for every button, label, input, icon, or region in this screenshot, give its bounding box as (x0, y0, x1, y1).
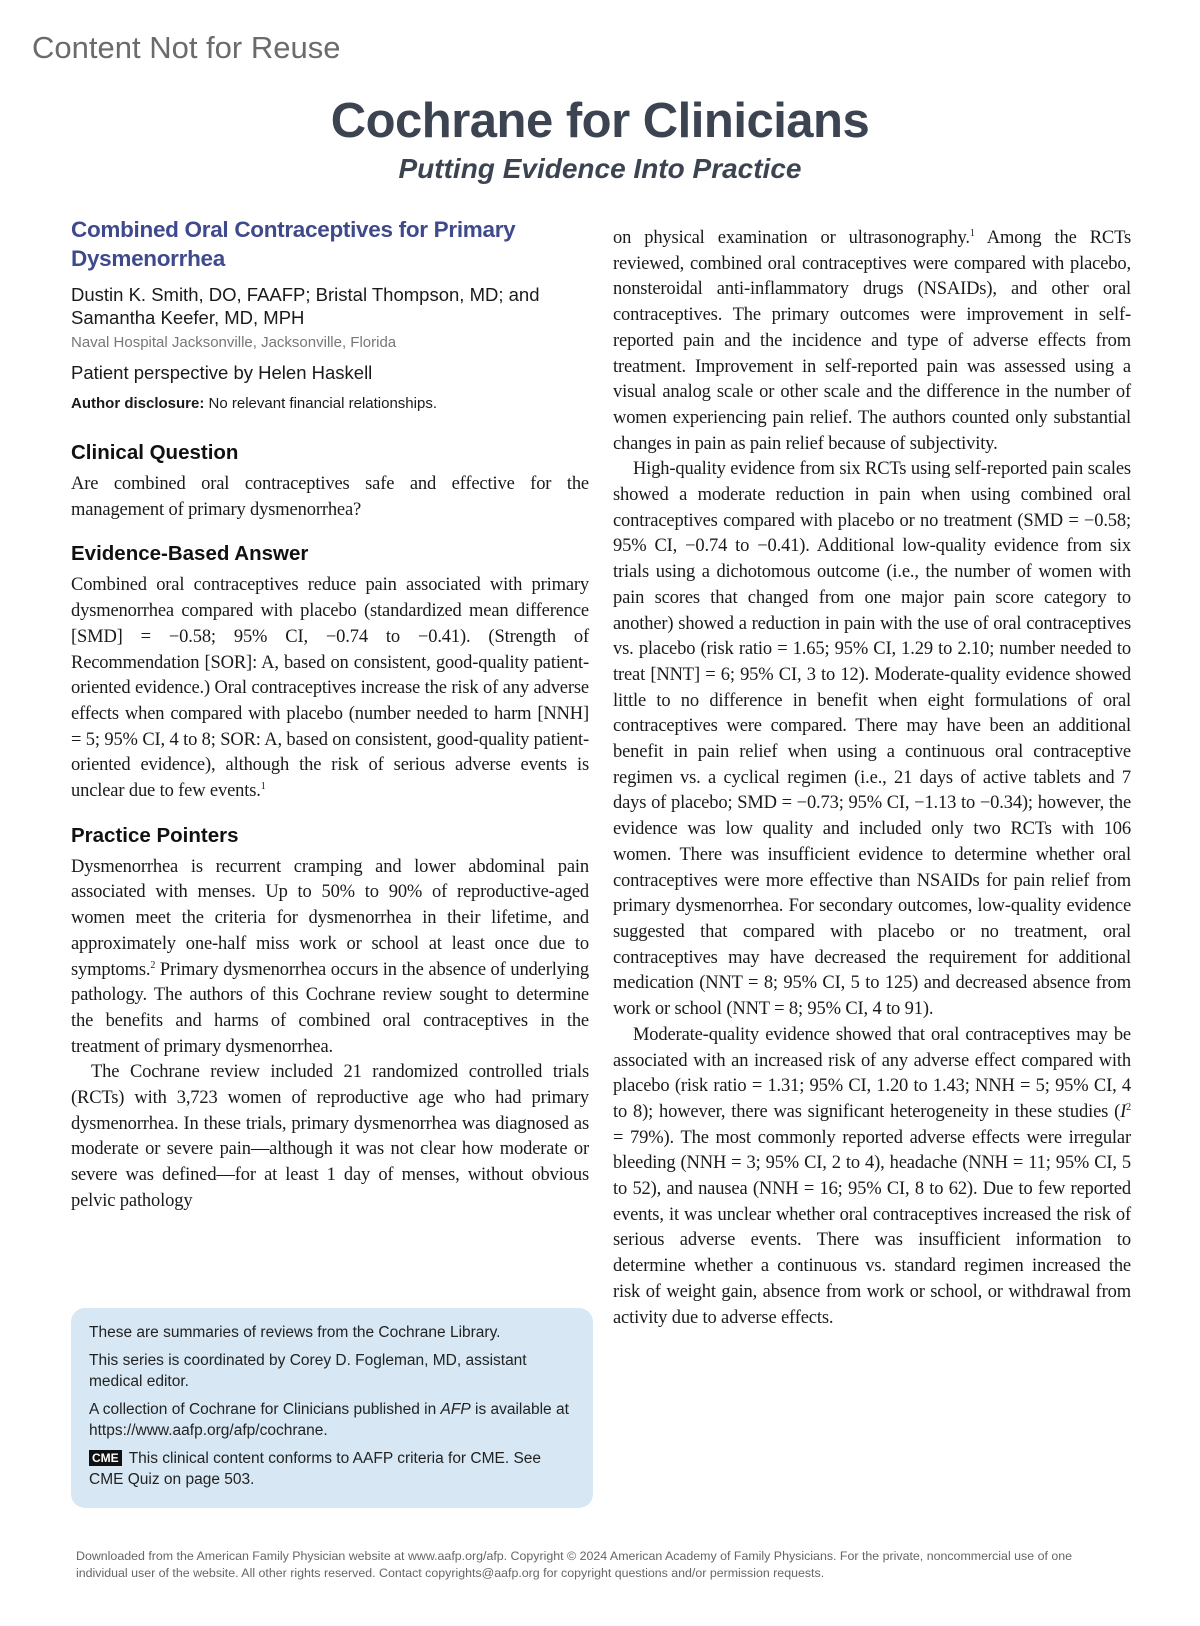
superscript: 2 (1126, 1101, 1131, 1113)
evidence-answer-section (71, 541, 589, 804)
statistic-symbol: I (1120, 1101, 1127, 1122)
callout-line: This series is coordinated by Corey D. Fogleman, MD, assistant medical editor. (89, 1351, 527, 1390)
clinical-question-text: Are combined oral contraceptives safe and effective for the management of primary dysmenorrhea? (71, 474, 589, 520)
paragraph-text: Dysmenorrhea is recurrent cramping and lower abdominal pain associated with menses. Up to 50% to 90% of reproductive-aged women meet the criteria for dysmenorrhea in their lifetime, and approximately one-half miss work or school at least once due to symptoms. (71, 856, 589, 980)
callout-line (89, 1399, 575, 1442)
left-column (71, 215, 589, 1215)
masthead (0, 92, 1200, 188)
author-disclosure (71, 394, 589, 414)
paragraph-text: = 79%). The most commonly reported adverse effects were irregular bleeding (NNH = 3; 95% CI, 2 to 4), headache (NNH = 11; 95% CI, 5 to 52), and nausea (NNH = 16; 95% CI, 8 to 62). Due to few reported events, it was unclear whether oral contraceptives increased the risk of serious adverse events. There was insufficient information to determine whether a continuous vs. standard regimen increased the risk of weight gain, absence from work or school, or withdrawal from activity due to adverse effects. (613, 1127, 1131, 1328)
callout-line: These are summaries of reviews from the Cochrane Library. (89, 1324, 501, 1341)
practice-pointers-paragraph-2: The Cochrane review included 21 randomized controlled trials (RCTs) with 3,723 women of reproductive age who had primary dysmenorrhea. In these trials, primary dysmenorrhea was diagnosed as moderate or severe pain—although it was not clear how moderate or severe was defined—for at least 1 day of menses, without obvious pelvic pathology (71, 1062, 589, 1211)
article-authors: Dustin K. Smith, DO, FAAFP; Bristal Thompson, MD; and Samantha Keefer, MD, MPH (71, 284, 540, 328)
series-info-box (71, 1308, 593, 1508)
paragraph-text: Moderate-quality evidence showed that oral contraceptives may be associated with an increased risk of any adverse effect compared with placebo (risk ratio = 1.31; 95% CI, 1.20 to 1.43; NNH = 5; 95% CI, 4 to 8); however, there was significant heterogeneity in these studies ( (613, 1024, 1131, 1122)
callout-text: is available at https://www.aafp.org/afp/cochrane. (89, 1400, 569, 1439)
clinical-question-heading: Clinical Question (71, 441, 239, 464)
disclosure-label: Author disclosure: (71, 395, 205, 412)
right-paragraph-1 (613, 226, 1131, 457)
right-column (613, 226, 1131, 1331)
article-title: Combined Oral Contraceptives for Primary Dysmenorrhea (71, 217, 516, 271)
masthead-subtitle: Putting Evidence Into Practice (398, 153, 802, 184)
disclosure-text: No relevant financial relationships. (204, 395, 437, 412)
patient-perspective: Patient perspective by Helen Haskell (71, 362, 373, 383)
practice-pointers-heading: Practice Pointers (71, 823, 239, 847)
paragraph-text: Among the RCTs reviewed, combined oral contraceptives were compared with placebo, nonsteroidal anti-inflammatory drugs (NSAIDs), and other oral contraceptives. The primary outcomes were improvement in self-reported pain and the incidence and type of adverse effects from treatment. Improvement in self-reported pain was assessed using a visual analog scale or other scale and the difference in the number of women experiencing pain relief. The authors counted only substantial changes in pain as pain relief because of subjectivity. (613, 228, 1132, 454)
callout-text: A collection of Cochrane for Clinicians published in (89, 1400, 441, 1418)
watermark-text: Content Not for Reuse (32, 30, 341, 65)
evidence-answer-text (71, 573, 589, 804)
reference-superscript: 1 (260, 780, 266, 792)
practice-pointers-section (71, 823, 589, 1215)
journal-abbrev: AFP (440, 1400, 471, 1418)
callout-text: This clinical content conforms to AAFP criteria for CME. See CME Quiz on page 503. (89, 1449, 542, 1488)
evidence-answer-heading: Evidence-Based Answer (71, 542, 309, 566)
clinical-question-section (71, 440, 589, 523)
article-affiliation: Naval Hospital Jacksonville, Jacksonville, Florida (71, 334, 397, 351)
copyright-footer: Downloaded from the American Family Physician website at www.aafp.org/afp. Copyright © 2024 American Academy of Family Physicians. For the private, noncommercial use of one individual user of the website. All other rights reserved. Contact copyrights@aafp.org for copyright questions and/or permission requests. (76, 1549, 1073, 1580)
masthead-title: Cochrane for Clinicians (330, 94, 870, 148)
cme-badge-icon: CME (89, 1450, 122, 1466)
reference-superscript: 2 (150, 959, 156, 971)
right-paragraph-3 (613, 1023, 1131, 1331)
paragraph-text: on physical examination or ultrasonography. (613, 228, 970, 248)
practice-pointers-paragraph-1 (71, 855, 589, 1061)
reference-superscript: 1 (969, 227, 975, 239)
evidence-answer-body: Combined oral contraceptives reduce pain associated with primary dysmenorrhea compared with placebo (standardized mean difference [SMD] = −0.58; 95% CI, −0.74 to −0.41). (Strength of Recommendation [SOR]: A, based on consistent, good-quality patient-oriented evidence.) Oral contraceptives increase the risk of any adverse effects when compared with placebo (number needed to harm [NNH] = 5; 95% CI, 4 to 8; SOR: A, based on consistent, good-quality patient-oriented evidence), although the risk of serious adverse events is unclear due to few events. (71, 575, 589, 802)
right-paragraph-2: High-quality evidence from six RCTs using self-reported pain scales showed a moderate reduction in pain when using combined oral contraceptives compared with placebo or no treatment (SMD = −0.58; 95% CI, −0.74 to −0.41). Additional low-quality evidence from six trials using a dichotomous outcome (i.e., the number of women with pain scores that changed from one major pain score category to another) showed a reduction in pain with the use of oral contraceptives vs. placebo (risk ratio = 1.65; 95% CI, 1.29 to 2.10; number needed to treat [NNT] = 6; 95% CI, 3 to 12). Moderate-quality evidence showed little to no difference in benefit when eight formulations of oral contraceptives were compared. There may have been an additional benefit in pain relief when using a continuous oral contraceptive regimen vs. a cyclical regimen (i.e., 21 days of active tablets and 7 days of placebo; SMD = −0.73; 95% CI, −1.13 to −0.34); however, the evidence was low quality and included only two RCTs with 106 women. There was insufficient evidence to determine whether oral contraceptives were more effective than NSAIDs for pain relief from primary dysmenorrhea. For secondary outcomes, low-quality evidence suggested that compared with placebo or no treatment, oral contraceptives may have decreased the requirement for additional medication (NNT = 8; 95% CI, 5 to 125) and decreased absence from work or school (NNT = 8; 95% CI, 4 to 91). (613, 459, 1131, 1020)
callout-line (89, 1448, 575, 1491)
paragraph-text: Primary dysmenorrhea occurs in the absence of underlying pathology. The authors of this Cochrane review sought to determine the benefits and harms of combined oral contraceptives in the treatment of primary dysmenorrhea. (71, 959, 589, 1057)
